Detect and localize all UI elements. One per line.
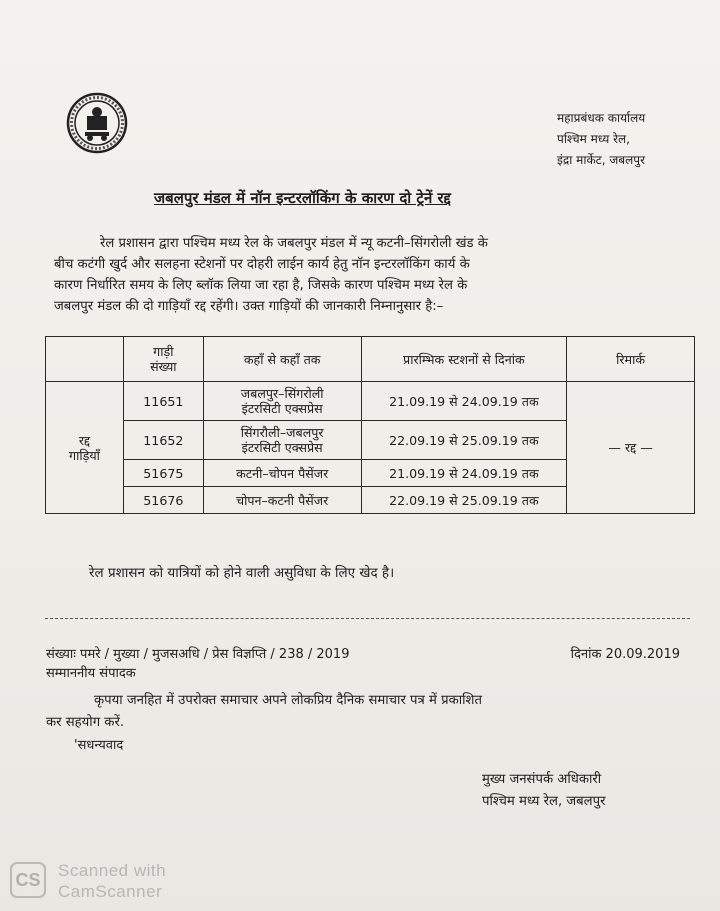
cancelled-group-label xyxy=(46,382,124,514)
route-cell: कटनी–चोपन पैसेंजर xyxy=(203,460,361,487)
reference-line xyxy=(46,644,686,662)
dates-cell: 21.09.19 से 24.09.19 तक xyxy=(361,382,567,421)
remark-header: रिमार्क xyxy=(567,337,695,382)
remark-cell: — रद्द — xyxy=(567,382,695,514)
train-number-header xyxy=(123,337,203,382)
request-line: कृपया जनहित में उपरोक्त समाचार अपने लोकप्रिय दैनिक समाचार पत्र में प्रकाशित xyxy=(94,693,483,708)
signature-block xyxy=(482,769,606,813)
route-cell xyxy=(203,382,361,421)
divider xyxy=(45,618,690,619)
cancelled-trains-table xyxy=(45,336,695,514)
route-cell xyxy=(203,421,361,460)
dates-cell: 21.09.19 से 24.09.19 तक xyxy=(361,460,567,487)
empty-header-cell xyxy=(46,337,124,382)
table-header-row xyxy=(46,337,695,382)
header-text: संख्या xyxy=(150,359,177,374)
header-text: गाड़ी xyxy=(153,344,174,359)
thanks-text: 'सधन्यवाद xyxy=(74,738,124,753)
group-label-text: रद्द xyxy=(78,432,91,448)
dates-header: प्रारम्भिक स्टशनों से दिनांक xyxy=(361,337,567,382)
train-number-cell: 51676 xyxy=(123,487,203,514)
reference-number: संख्याः पमरे / मुख्या / मुजसअधि / प्रेस विज्ञप्ति / 238 / 2019 xyxy=(46,647,350,662)
camscanner-logo-icon: CS xyxy=(10,862,46,898)
route-cell: चोपन–कटनी पैसेंजर xyxy=(203,487,361,514)
signature-line: पश्चिम मध्य रेल, जबलपुर xyxy=(482,794,606,809)
paragraph-line: कारण निर्धारित समय के लिए ब्लॉक लिया जा रहा है, जिसके कारण पश्चिम मध्य रेल के xyxy=(54,278,468,293)
regret-statement: रेल प्रशासन को यात्रियों को होने वाली असुविधा के लिए खेद है। xyxy=(89,565,395,581)
paragraph-line: बीच कटंगी खुर्द और सलहना स्टेशनों पर दोहरी लाईन कार्य हेतु नॉन इन्टरलॉकिंग कार्य के xyxy=(54,257,470,272)
office-address xyxy=(557,108,717,171)
issue-date: दिनांक 20.09.2019 xyxy=(570,647,680,662)
train-number-cell: 51675 xyxy=(123,460,203,487)
route-text: सिंगरौली–जबलपुर xyxy=(240,425,324,440)
paragraph-line: जबलपुर मंडल की दो गाड़ियाँ रद्द रहेंगी। उक्त गाड़ियों की जानकारी निम्नानुसार है:– xyxy=(54,299,444,314)
office-line: महाप्रबंधक कार्यालय xyxy=(557,111,646,125)
dates-cell: 22.09.19 से 25.09.19 तक xyxy=(361,421,567,460)
signature-line: मुख्य जनसंपर्क अधिकारी xyxy=(482,772,602,787)
watermark-line: Scanned with xyxy=(58,861,167,880)
office-line: पश्चिम मध्य रेल, xyxy=(557,132,630,146)
body-paragraph xyxy=(54,233,704,317)
paragraph-line: रेल प्रशासन द्वारा पश्चिम मध्य रेल के जबलपुर मंडल में न्यू कटनी–सिंगरोली खंड के xyxy=(100,236,488,251)
dates-cell: 22.09.19 से 25.09.19 तक xyxy=(361,487,567,514)
route-text: इंटरसिटी एक्सप्रेस xyxy=(241,440,323,455)
route-header: कहाँ से कहाँ तक xyxy=(203,337,361,382)
scanner-watermark xyxy=(58,860,166,902)
watermark-line: CamScanner xyxy=(58,882,163,901)
request-line: कर सहयोग करें. xyxy=(46,715,125,730)
table-row xyxy=(46,382,695,421)
editor-salutation: सम्माननीय संपादक xyxy=(46,666,136,681)
train-number-cell: 11652 xyxy=(123,421,203,460)
route-text: जबलपुर–सिंगरोली xyxy=(240,386,324,401)
group-label-text: गाड़ियाँ xyxy=(68,447,100,463)
train-number-cell: 11651 xyxy=(123,382,203,421)
railway-emblem-icon xyxy=(66,92,128,154)
press-headline: जबलपुर मंडल में नॉन इन्टरलॉकिंग के कारण दो ट्रेनें रद्द xyxy=(154,189,451,207)
publication-request xyxy=(46,690,694,734)
route-text: इंटरसिटी एक्सप्रेस xyxy=(241,401,323,416)
office-line: इंद्रा मार्केट, जबलपुर xyxy=(557,153,645,167)
